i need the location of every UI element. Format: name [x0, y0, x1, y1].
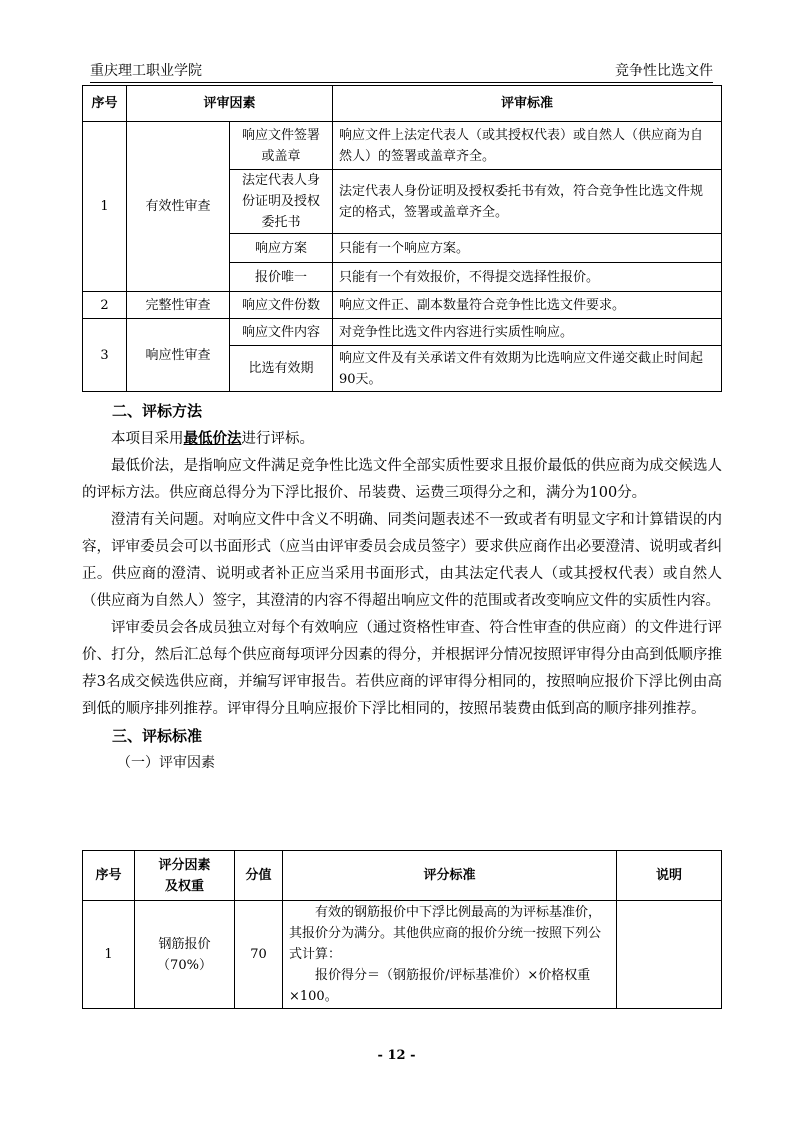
paragraph: 评审委员会各成员独立对每个有效响应（通过资格性审查、符合性审查的供应商）的文件进行评价、打分，然后汇总每个供应商每项评分因素的得分，并根据评分情况按照评审得分由高到低顺序推荐3名成交候选供应商，并编写评审报告。若供应商的评审得分相同的，按照响应报价下浮比例由高到低的顺序排列推荐。评审得分且响应报价下浮比相同的，按照吊装费由低到高的顺序排列推荐。 — [82, 620, 722, 717]
row-note — [617, 901, 722, 1009]
page-header — [90, 60, 713, 83]
th-no: 序号 — [83, 851, 135, 901]
g1-item: 响应文件签署或盖章 — [230, 122, 333, 170]
g1-item: 法定代表人身份证明及授权委托书 — [230, 170, 333, 234]
g3-no: 3 — [83, 319, 127, 392]
paragraph: 澄清有关问题。对响应文件中含义不明确、同类问题表述不一致或者有明显文字和计算错误的内容，评审委员会可以书面形式（应当由评审委员会成员签字）要求供应商作出必要澄清、说明或者纠正。供应商的澄清、说明或者补正应当采用书面形式，由其法定代表人（或其授权代表）或自然人（供应商为自然人）签字，其澄清的内容不得超出响应文件的范围或者改变响应文件的实质性内容。 — [82, 512, 722, 609]
th-note: 说明 — [617, 851, 722, 901]
g1-no: 1 — [83, 122, 127, 292]
header-school: 重庆理工职业学院 — [90, 63, 202, 79]
g2-no: 2 — [83, 292, 127, 319]
th-factor: 评审因素 — [127, 86, 333, 122]
th-standard: 评分标准 — [283, 851, 617, 901]
th-no: 序号 — [83, 86, 127, 122]
section-title: 三、评标标准 — [112, 727, 203, 745]
g1-std: 法定代表人身份证明及授权委托书有效，符合竞争性比选文件规定的格式，签署或盖章齐全。 — [333, 170, 722, 234]
paragraph: 本项目采用最低价法进行评标。 — [111, 430, 314, 447]
row-score: 70 — [235, 901, 283, 1009]
g3-name: 响应性审查 — [127, 319, 230, 392]
scoring-table — [82, 850, 722, 1009]
header-doc-title: 竞争性比选文件 — [615, 63, 713, 79]
row-standard: 有效的钢筋报价中下浮比例最高的为评标基准价，其报价分为满分。其他供应商的报价分统一按照下列公式计算： 报价得分＝（钢筋报价/评标基准价）×价格权重×100。 — [283, 901, 617, 1009]
sub-title: （一）评审因素 — [117, 755, 215, 771]
g1-std: 只能有一个有效报价，不得提交选择性报价。 — [333, 263, 722, 292]
page-number: - 12 - — [377, 1048, 416, 1063]
g1-item: 响应方案 — [230, 234, 333, 263]
g3-item: 响应文件内容 — [230, 319, 333, 346]
review-table — [82, 85, 722, 392]
row-factor: 钢筋报价 （70%） — [135, 901, 235, 1009]
g1-name: 有效性审查 — [127, 122, 230, 292]
g1-std: 只能有一个响应方案。 — [333, 234, 722, 263]
th-factor: 评分因素 及权重 — [135, 851, 235, 901]
g2-name: 完整性审查 — [127, 292, 230, 319]
g3-std: 对竞争性比选文件内容进行实质性响应。 — [333, 319, 722, 346]
method-name: 最低价法 — [183, 430, 242, 447]
g2-std: 响应文件正、副本数量符合竞争性比选文件要求。 — [333, 292, 722, 319]
th-score: 分值 — [235, 851, 283, 901]
g1-item: 报价唯一 — [230, 263, 333, 292]
g3-item: 比选有效期 — [230, 346, 333, 392]
th-standard: 评审标准 — [333, 86, 722, 122]
section-evaluation-method — [82, 398, 722, 777]
section-title: 二、评标方法 — [112, 402, 203, 420]
g1-std: 响应文件上法定代表人（或其授权代表）或自然人（供应商为自然人）的签署或盖章齐全。 — [333, 122, 722, 170]
paragraph: 最低价法，是指响应文件满足竞争性比选文件全部实质性要求且报价最低的供应商为成交候选人的评标方法。供应商总得分为下浮比报价、吊装费、运费三项得分之和，满分为100分。 — [82, 458, 722, 501]
row-no: 1 — [83, 901, 135, 1009]
g2-item: 响应文件份数 — [230, 292, 333, 319]
g3-std: 响应文件及有关承诺文件有效期为比选响应文件递交截止时间起90天。 — [333, 346, 722, 392]
